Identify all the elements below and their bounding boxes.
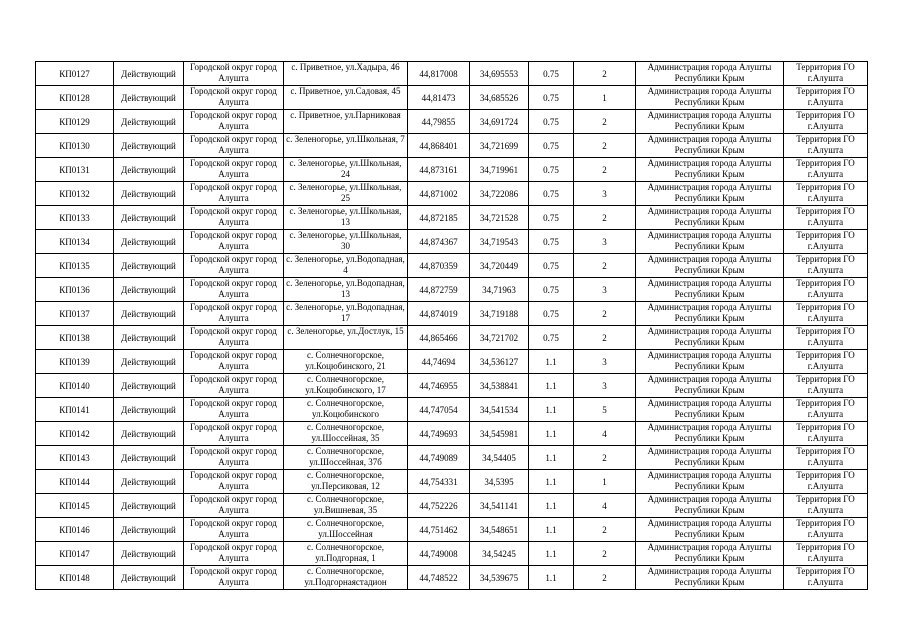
- latitude-cell: 44,749089: [408, 446, 470, 470]
- site-code-cell: КП0147: [36, 542, 114, 566]
- address-cell: с. Солнечногорское, ул.Персиковая, 12: [284, 470, 408, 494]
- status-cell: Действующий: [114, 254, 184, 278]
- volume-cell: 1.1: [529, 374, 574, 398]
- longitude-cell: 34,54245: [470, 542, 529, 566]
- owner-cell: Администрация города Алушты Республики Крым: [636, 134, 784, 158]
- container-count-cell: 2: [574, 206, 636, 230]
- status-cell: Действующий: [114, 542, 184, 566]
- territory-cell: Территория ГО г.Алушта: [784, 86, 868, 110]
- address-cell: с. Зеленогорье, ул.Водопадная, 13: [284, 278, 408, 302]
- container-count-cell: 2: [574, 62, 636, 86]
- site-code-cell: КП0134: [36, 230, 114, 254]
- district-cell: Городской округ город Алушта: [184, 422, 284, 446]
- status-cell: Действующий: [114, 326, 184, 350]
- volume-cell: 1.1: [529, 470, 574, 494]
- volume-cell: 0.75: [529, 110, 574, 134]
- status-cell: Действующий: [114, 398, 184, 422]
- territory-cell: Территория ГО г.Алушта: [784, 398, 868, 422]
- container-count-cell: 3: [574, 374, 636, 398]
- owner-cell: Администрация города Алушты Республики Крым: [636, 278, 784, 302]
- address-cell: с. Солнечногорское, ул.Шоссейная, 37б: [284, 446, 408, 470]
- container-count-cell: 3: [574, 182, 636, 206]
- container-count-cell: 2: [574, 542, 636, 566]
- longitude-cell: 34,695553: [470, 62, 529, 86]
- district-cell: Городской округ город Алушта: [184, 278, 284, 302]
- container-count-cell: 2: [574, 110, 636, 134]
- address-cell: с. Приветное, ул.Садовая, 45: [284, 86, 408, 110]
- latitude-cell: 44,868401: [408, 134, 470, 158]
- container-count-cell: 2: [574, 326, 636, 350]
- container-count-cell: 3: [574, 350, 636, 374]
- status-cell: Действующий: [114, 350, 184, 374]
- owner-cell: Администрация города Алушты Республики Крым: [636, 350, 784, 374]
- address-cell: с. Зеленогорье, ул.Школьная, 25: [284, 182, 408, 206]
- table-row: [36, 254, 868, 278]
- district-cell: Городской округ город Алушта: [184, 206, 284, 230]
- volume-cell: 0.75: [529, 158, 574, 182]
- table-row: [36, 158, 868, 182]
- status-cell: Действующий: [114, 230, 184, 254]
- container-count-cell: 2: [574, 254, 636, 278]
- table-row: [36, 134, 868, 158]
- district-cell: Городской округ город Алушта: [184, 182, 284, 206]
- longitude-cell: 34,691724: [470, 110, 529, 134]
- site-code-cell: КП0142: [36, 422, 114, 446]
- status-cell: Действующий: [114, 470, 184, 494]
- longitude-cell: 34,720449: [470, 254, 529, 278]
- address-cell: с. Зеленогорье, ул.Школьная, 30: [284, 230, 408, 254]
- table-row: [36, 182, 868, 206]
- volume-cell: 0.75: [529, 302, 574, 326]
- status-cell: Действующий: [114, 158, 184, 182]
- address-cell: с. Зеленогорье, ул.Водопадная, 17: [284, 302, 408, 326]
- status-cell: Действующий: [114, 182, 184, 206]
- territory-cell: Территория ГО г.Алушта: [784, 446, 868, 470]
- owner-cell: Администрация города Алушты Республики Крым: [636, 422, 784, 446]
- container-count-cell: 4: [574, 422, 636, 446]
- address-cell: с. Солнечногорское, ул.Коцюбинского, 21: [284, 350, 408, 374]
- volume-cell: 1.1: [529, 518, 574, 542]
- territory-cell: Территория ГО г.Алушта: [784, 278, 868, 302]
- address-cell: с. Солнечногорское, ул.Шоссейная: [284, 518, 408, 542]
- longitude-cell: 34,54405: [470, 446, 529, 470]
- site-code-cell: КП0146: [36, 518, 114, 542]
- table-row: [36, 470, 868, 494]
- container-count-cell: 2: [574, 566, 636, 590]
- district-cell: Городской округ город Алушта: [184, 326, 284, 350]
- district-cell: Городской округ город Алушта: [184, 470, 284, 494]
- owner-cell: Администрация города Алушты Республики Крым: [636, 62, 784, 86]
- container-site-table: [35, 61, 868, 590]
- longitude-cell: 34,545981: [470, 422, 529, 446]
- container-count-cell: 1: [574, 470, 636, 494]
- district-cell: Городской округ город Алушта: [184, 494, 284, 518]
- address-cell: с. Солнечногорское, ул.Вишневая, 35: [284, 494, 408, 518]
- table-row: [36, 110, 868, 134]
- territory-cell: Территория ГО г.Алушта: [784, 566, 868, 590]
- volume-cell: 1.1: [529, 566, 574, 590]
- site-code-cell: КП0127: [36, 62, 114, 86]
- latitude-cell: 44,747054: [408, 398, 470, 422]
- territory-cell: Территория ГО г.Алушта: [784, 134, 868, 158]
- volume-cell: 1.1: [529, 422, 574, 446]
- status-cell: Действующий: [114, 518, 184, 542]
- table-row: [36, 326, 868, 350]
- territory-cell: Территория ГО г.Алушта: [784, 494, 868, 518]
- table-row: [36, 494, 868, 518]
- table-row: [36, 566, 868, 590]
- address-cell: с. Приветное, ул.Парниковая: [284, 110, 408, 134]
- latitude-cell: 44,746955: [408, 374, 470, 398]
- district-cell: Городской округ город Алушта: [184, 62, 284, 86]
- status-cell: Действующий: [114, 110, 184, 134]
- longitude-cell: 34,539675: [470, 566, 529, 590]
- volume-cell: 1.1: [529, 350, 574, 374]
- owner-cell: Администрация города Алушты Республики Крым: [636, 206, 784, 230]
- table-row: [36, 422, 868, 446]
- longitude-cell: 34,719961: [470, 158, 529, 182]
- address-cell: с. Зеленогорье, ул.Водопадная, 4: [284, 254, 408, 278]
- status-cell: Действующий: [114, 62, 184, 86]
- status-cell: Действующий: [114, 278, 184, 302]
- latitude-cell: 44,874019: [408, 302, 470, 326]
- status-cell: Действующий: [114, 422, 184, 446]
- table-row: [36, 518, 868, 542]
- district-cell: Городской округ город Алушта: [184, 350, 284, 374]
- site-code-cell: КП0143: [36, 446, 114, 470]
- site-code-cell: КП0130: [36, 134, 114, 158]
- district-cell: Городской округ город Алушта: [184, 158, 284, 182]
- volume-cell: 1.1: [529, 446, 574, 470]
- longitude-cell: 34,71963: [470, 278, 529, 302]
- table-row: [36, 374, 868, 398]
- address-cell: с. Зеленогорье, ул.Школьная, 24: [284, 158, 408, 182]
- site-code-cell: КП0131: [36, 158, 114, 182]
- site-code-cell: КП0136: [36, 278, 114, 302]
- volume-cell: 0.75: [529, 134, 574, 158]
- territory-cell: Территория ГО г.Алушта: [784, 62, 868, 86]
- owner-cell: Администрация города Алушты Республики Крым: [636, 446, 784, 470]
- address-cell: с. Солнечногорское, ул.Коцюбинского: [284, 398, 408, 422]
- territory-cell: Территория ГО г.Алушта: [784, 206, 868, 230]
- site-code-cell: КП0129: [36, 110, 114, 134]
- owner-cell: Администрация города Алушты Республики Крым: [636, 470, 784, 494]
- table-row: [36, 206, 868, 230]
- site-code-cell: КП0128: [36, 86, 114, 110]
- volume-cell: 0.75: [529, 182, 574, 206]
- territory-cell: Территория ГО г.Алушта: [784, 110, 868, 134]
- status-cell: Действующий: [114, 134, 184, 158]
- address-cell: с. Зеленогорье, ул.Достлук, 15: [284, 326, 408, 350]
- site-code-cell: КП0138: [36, 326, 114, 350]
- territory-cell: Территория ГО г.Алушта: [784, 374, 868, 398]
- longitude-cell: 34,721702: [470, 326, 529, 350]
- territory-cell: Территория ГО г.Алушта: [784, 230, 868, 254]
- district-cell: Городской округ город Алушта: [184, 542, 284, 566]
- status-cell: Действующий: [114, 206, 184, 230]
- address-cell: с. Зеленогорье, ул.Школьная, 13: [284, 206, 408, 230]
- longitude-cell: 34,719543: [470, 230, 529, 254]
- longitude-cell: 34,722086: [470, 182, 529, 206]
- latitude-cell: 44,870359: [408, 254, 470, 278]
- volume-cell: 0.75: [529, 86, 574, 110]
- owner-cell: Администрация города Алушты Республики Крым: [636, 326, 784, 350]
- latitude-cell: 44,817008: [408, 62, 470, 86]
- territory-cell: Территория ГО г.Алушта: [784, 422, 868, 446]
- volume-cell: 1.1: [529, 542, 574, 566]
- longitude-cell: 34,5395: [470, 470, 529, 494]
- site-code-cell: КП0148: [36, 566, 114, 590]
- owner-cell: Администрация города Алушты Республики Крым: [636, 518, 784, 542]
- longitude-cell: 34,719188: [470, 302, 529, 326]
- table-row: [36, 62, 868, 86]
- district-cell: Городской округ город Алушта: [184, 398, 284, 422]
- owner-cell: Администрация города Алушты Республики Крым: [636, 374, 784, 398]
- table-body: [36, 62, 868, 590]
- longitude-cell: 34,541534: [470, 398, 529, 422]
- latitude-cell: 44,871002: [408, 182, 470, 206]
- longitude-cell: 34,536127: [470, 350, 529, 374]
- site-code-cell: КП0145: [36, 494, 114, 518]
- table-row: [36, 302, 868, 326]
- site-code-cell: КП0135: [36, 254, 114, 278]
- latitude-cell: 44,749008: [408, 542, 470, 566]
- longitude-cell: 34,721699: [470, 134, 529, 158]
- site-code-cell: КП0133: [36, 206, 114, 230]
- latitude-cell: 44,865466: [408, 326, 470, 350]
- table-row: [36, 542, 868, 566]
- latitude-cell: 44,749693: [408, 422, 470, 446]
- territory-cell: Территория ГО г.Алушта: [784, 542, 868, 566]
- container-count-cell: 2: [574, 518, 636, 542]
- owner-cell: Администрация города Алушты Республики Крым: [636, 566, 784, 590]
- district-cell: Городской округ город Алушта: [184, 302, 284, 326]
- volume-cell: 0.75: [529, 326, 574, 350]
- container-count-cell: 2: [574, 158, 636, 182]
- district-cell: Городской округ город Алушта: [184, 518, 284, 542]
- volume-cell: 0.75: [529, 62, 574, 86]
- district-cell: Городской округ город Алушта: [184, 446, 284, 470]
- longitude-cell: 34,721528: [470, 206, 529, 230]
- district-cell: Городской округ город Алушта: [184, 254, 284, 278]
- owner-cell: Администрация города Алушты Республики Крым: [636, 302, 784, 326]
- latitude-cell: 44,754331: [408, 470, 470, 494]
- volume-cell: 1.1: [529, 494, 574, 518]
- volume-cell: 0.75: [529, 254, 574, 278]
- container-count-cell: 2: [574, 446, 636, 470]
- owner-cell: Администрация города Алушты Республики Крым: [636, 182, 784, 206]
- volume-cell: 0.75: [529, 206, 574, 230]
- owner-cell: Администрация города Алушты Республики Крым: [636, 542, 784, 566]
- container-count-cell: 5: [574, 398, 636, 422]
- latitude-cell: 44,81473: [408, 86, 470, 110]
- address-cell: с. Приветное, ул.Хадыра, 46: [284, 62, 408, 86]
- site-code-cell: КП0139: [36, 350, 114, 374]
- latitude-cell: 44,74694: [408, 350, 470, 374]
- volume-cell: 1.1: [529, 398, 574, 422]
- district-cell: Городской округ город Алушта: [184, 86, 284, 110]
- container-count-cell: 2: [574, 134, 636, 158]
- district-cell: Городской округ город Алушта: [184, 374, 284, 398]
- owner-cell: Администрация города Алушты Республики Крым: [636, 86, 784, 110]
- address-cell: с. Солнечногорское, ул.Подгорнаястадион: [284, 566, 408, 590]
- status-cell: Действующий: [114, 446, 184, 470]
- volume-cell: 0.75: [529, 230, 574, 254]
- table-row: [36, 230, 868, 254]
- longitude-cell: 34,685526: [470, 86, 529, 110]
- container-count-cell: 1: [574, 86, 636, 110]
- address-cell: с. Зеленогорье, ул.Школьная, 7: [284, 134, 408, 158]
- district-cell: Городской округ город Алушта: [184, 230, 284, 254]
- site-code-cell: КП0137: [36, 302, 114, 326]
- latitude-cell: 44,748522: [408, 566, 470, 590]
- table-row: [36, 86, 868, 110]
- site-code-cell: КП0132: [36, 182, 114, 206]
- owner-cell: Администрация города Алушты Республики Крым: [636, 158, 784, 182]
- container-count-cell: 4: [574, 494, 636, 518]
- owner-cell: Администрация города Алушты Республики Крым: [636, 398, 784, 422]
- latitude-cell: 44,873161: [408, 158, 470, 182]
- territory-cell: Территория ГО г.Алушта: [784, 518, 868, 542]
- table-row: [36, 398, 868, 422]
- latitude-cell: 44,872185: [408, 206, 470, 230]
- longitude-cell: 34,541141: [470, 494, 529, 518]
- status-cell: Действующий: [114, 494, 184, 518]
- district-cell: Городской округ город Алушта: [184, 110, 284, 134]
- longitude-cell: 34,548651: [470, 518, 529, 542]
- address-cell: с. Солнечногорское, ул.Коцюбинского, 17: [284, 374, 408, 398]
- owner-cell: Администрация города Алушты Республики Крым: [636, 110, 784, 134]
- latitude-cell: 44,79855: [408, 110, 470, 134]
- latitude-cell: 44,872759: [408, 278, 470, 302]
- territory-cell: Территория ГО г.Алушта: [784, 326, 868, 350]
- status-cell: Действующий: [114, 374, 184, 398]
- status-cell: Действующий: [114, 302, 184, 326]
- container-count-cell: 3: [574, 278, 636, 302]
- owner-cell: Администрация города Алушты Республики Крым: [636, 230, 784, 254]
- table-row: [36, 446, 868, 470]
- address-cell: с. Солнечногорское, ул.Подгорная, 1: [284, 542, 408, 566]
- territory-cell: Территория ГО г.Алушта: [784, 182, 868, 206]
- district-cell: Городской округ город Алушта: [184, 566, 284, 590]
- territory-cell: Территория ГО г.Алушта: [784, 254, 868, 278]
- territory-cell: Территория ГО г.Алушта: [784, 302, 868, 326]
- container-count-cell: 2: [574, 302, 636, 326]
- table-row: [36, 350, 868, 374]
- territory-cell: Территория ГО г.Алушта: [784, 350, 868, 374]
- owner-cell: Администрация города Алушты Республики Крым: [636, 494, 784, 518]
- longitude-cell: 34,538841: [470, 374, 529, 398]
- volume-cell: 0.75: [529, 278, 574, 302]
- owner-cell: Администрация города Алушты Республики Крым: [636, 254, 784, 278]
- status-cell: Действующий: [114, 86, 184, 110]
- district-cell: Городской округ город Алушта: [184, 134, 284, 158]
- latitude-cell: 44,874367: [408, 230, 470, 254]
- container-count-cell: 3: [574, 230, 636, 254]
- address-cell: с. Солнечногорское, ул.Шоссейная, 35: [284, 422, 408, 446]
- site-code-cell: КП0144: [36, 470, 114, 494]
- status-cell: Действующий: [114, 566, 184, 590]
- territory-cell: Территория ГО г.Алушта: [784, 470, 868, 494]
- territory-cell: Территория ГО г.Алушта: [784, 158, 868, 182]
- site-code-cell: КП0141: [36, 398, 114, 422]
- table-row: [36, 278, 868, 302]
- latitude-cell: 44,752226: [408, 494, 470, 518]
- latitude-cell: 44,751462: [408, 518, 470, 542]
- site-code-cell: КП0140: [36, 374, 114, 398]
